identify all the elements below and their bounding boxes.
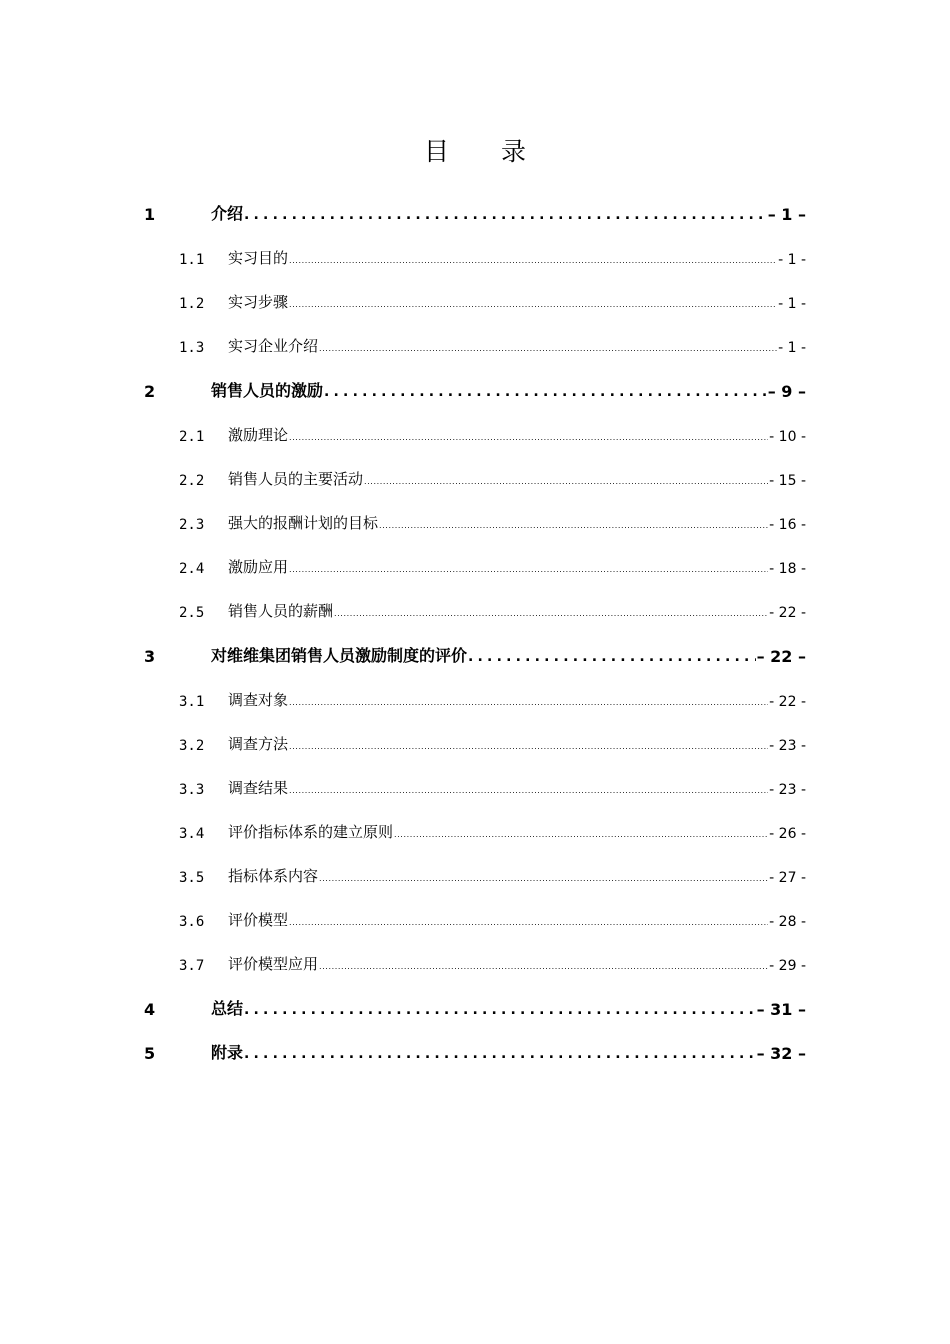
toc-entry[interactable] [179, 597, 806, 621]
toc-entry-title: 调查结果 [228, 779, 289, 797]
toc-leader-dots [468, 646, 756, 666]
toc-entry-title: 评价模型 [228, 911, 289, 929]
toc-entry-title: 实习步骤 [228, 293, 289, 311]
toc-leader-dots [244, 999, 756, 1019]
toc-entry-number: 3.5 [179, 870, 205, 886]
toc-entry-number: 2.5 [179, 605, 205, 621]
toc-entry-number: 5 [144, 1044, 156, 1063]
toc-entry-page: - 22 - [769, 605, 806, 621]
toc-entry-title: 调查对象 [228, 691, 289, 709]
toc-leader-dots [394, 822, 768, 842]
toc-entry-page: - 1 - [778, 296, 806, 312]
toc-leader-dots [289, 690, 768, 710]
toc-entry-number: 3.1 [179, 694, 205, 710]
toc-leader-dots [289, 425, 768, 445]
toc-leader-dots [324, 381, 767, 401]
toc-entry-title: 销售人员的激励 [211, 381, 324, 400]
toc-entry-page: - 29 - [769, 958, 806, 974]
toc-entry-number: 3.6 [179, 914, 205, 930]
toc-entry-number: 3.2 [179, 738, 205, 754]
toc-entry-number: 4 [144, 1000, 156, 1019]
toc-entry-title: 激励应用 [228, 558, 289, 576]
toc-entry-page: - 18 - [769, 561, 806, 577]
toc-leader-dots [289, 557, 768, 577]
toc-entry-page: - 27 - [769, 870, 806, 886]
toc-entry-number: 3.7 [179, 958, 205, 974]
toc-entry[interactable] [144, 995, 806, 1019]
toc-entry-title: 评价指标体系的建立原则 [228, 823, 394, 841]
toc-entry-title: 强大的报酬计划的目标 [228, 514, 379, 532]
toc-entry-title: 调查方法 [228, 735, 289, 753]
toc-entry-page: - 28 - [769, 914, 806, 930]
toc-leader-dots [334, 601, 768, 621]
toc-entry-number: 3.3 [179, 782, 205, 798]
toc-entry-number: 2.2 [179, 473, 205, 489]
toc-entry[interactable] [179, 686, 806, 710]
toc-entry[interactable] [179, 288, 806, 312]
toc-leader-dots [379, 513, 768, 533]
toc-entry[interactable] [179, 730, 806, 754]
toc-entry[interactable] [179, 818, 806, 842]
toc-entry[interactable] [179, 465, 806, 489]
toc-entry[interactable] [179, 509, 806, 533]
toc-entry-page: - 16 - [769, 517, 806, 533]
toc-entry-title: 激励理论 [228, 426, 289, 444]
toc-entry-number: 2 [144, 382, 156, 401]
toc-entry-title: 实习企业介绍 [228, 337, 319, 355]
toc-entry-page: - 10 - [769, 429, 806, 445]
toc-entry-number: 3 [144, 647, 156, 666]
toc-leader-dots [319, 336, 777, 356]
toc-entry-title: 评价模型应用 [228, 955, 319, 973]
toc-entry-number: 1.2 [179, 296, 205, 312]
toc-entry-page: – 9 – [767, 382, 806, 401]
toc-entry-page: – 22 – [756, 647, 806, 666]
toc-entry-page: - 1 - [778, 340, 806, 356]
toc-leader-dots [289, 292, 777, 312]
toc-entry[interactable] [179, 906, 806, 930]
toc-title: 目 录 [424, 137, 548, 166]
toc-entry-number: 2.4 [179, 561, 205, 577]
toc-leader-dots [319, 866, 768, 886]
toc-entry-title: 对维维集团销售人员激励制度的评价 [211, 646, 468, 665]
toc-leader-dots [364, 469, 768, 489]
toc-entry-number: 3.4 [179, 826, 205, 842]
toc-entry[interactable] [179, 950, 806, 974]
toc-entry[interactable] [179, 862, 806, 886]
toc-entry-page: - 26 - [769, 826, 806, 842]
toc-entry[interactable] [144, 642, 806, 666]
toc-leader-dots [289, 248, 777, 268]
toc-entry-number: 1.1 [179, 252, 205, 268]
toc-entry-number: 2.1 [179, 429, 205, 445]
toc-entry-title: 总结 [211, 999, 244, 1018]
toc-entry[interactable] [144, 200, 806, 224]
toc-entry-title: 附录 [211, 1043, 244, 1062]
toc-entry-number: 1 [144, 205, 156, 224]
toc-entry-page: - 23 - [769, 782, 806, 798]
toc-leader-dots [289, 910, 768, 930]
toc-entry[interactable] [179, 774, 806, 798]
toc-entry[interactable] [179, 553, 806, 577]
toc-entry-page: - 15 - [769, 473, 806, 489]
toc-entry-title: 销售人员的薪酬 [228, 602, 334, 620]
toc-entry-page: – 32 – [756, 1044, 806, 1063]
toc-entry-page: – 1 – [767, 205, 806, 224]
toc-entry-page: - 23 - [769, 738, 806, 754]
toc-entry[interactable] [179, 244, 806, 268]
toc-entry[interactable] [179, 332, 806, 356]
toc-leader-dots [289, 778, 768, 798]
toc-leader-dots [289, 734, 768, 754]
toc-entry-page: - 22 - [769, 694, 806, 710]
toc-entry-title: 实习目的 [228, 249, 289, 267]
toc-entry-title: 指标体系内容 [228, 867, 319, 885]
toc-entry-page: – 31 – [756, 1000, 806, 1019]
toc-entry-page: - 1 - [778, 252, 806, 268]
toc-leader-dots [244, 204, 767, 224]
toc-leader-dots [244, 1043, 756, 1063]
toc-entry[interactable] [144, 1039, 806, 1063]
toc-leader-dots [319, 954, 768, 974]
toc-entry-title: 介绍 [211, 204, 244, 223]
toc-entry[interactable] [144, 377, 806, 401]
toc-entry-title: 销售人员的主要活动 [228, 470, 364, 488]
toc-entry-number: 2.3 [179, 517, 205, 533]
toc-entry-number: 1.3 [179, 340, 205, 356]
toc-entry[interactable] [179, 421, 806, 445]
